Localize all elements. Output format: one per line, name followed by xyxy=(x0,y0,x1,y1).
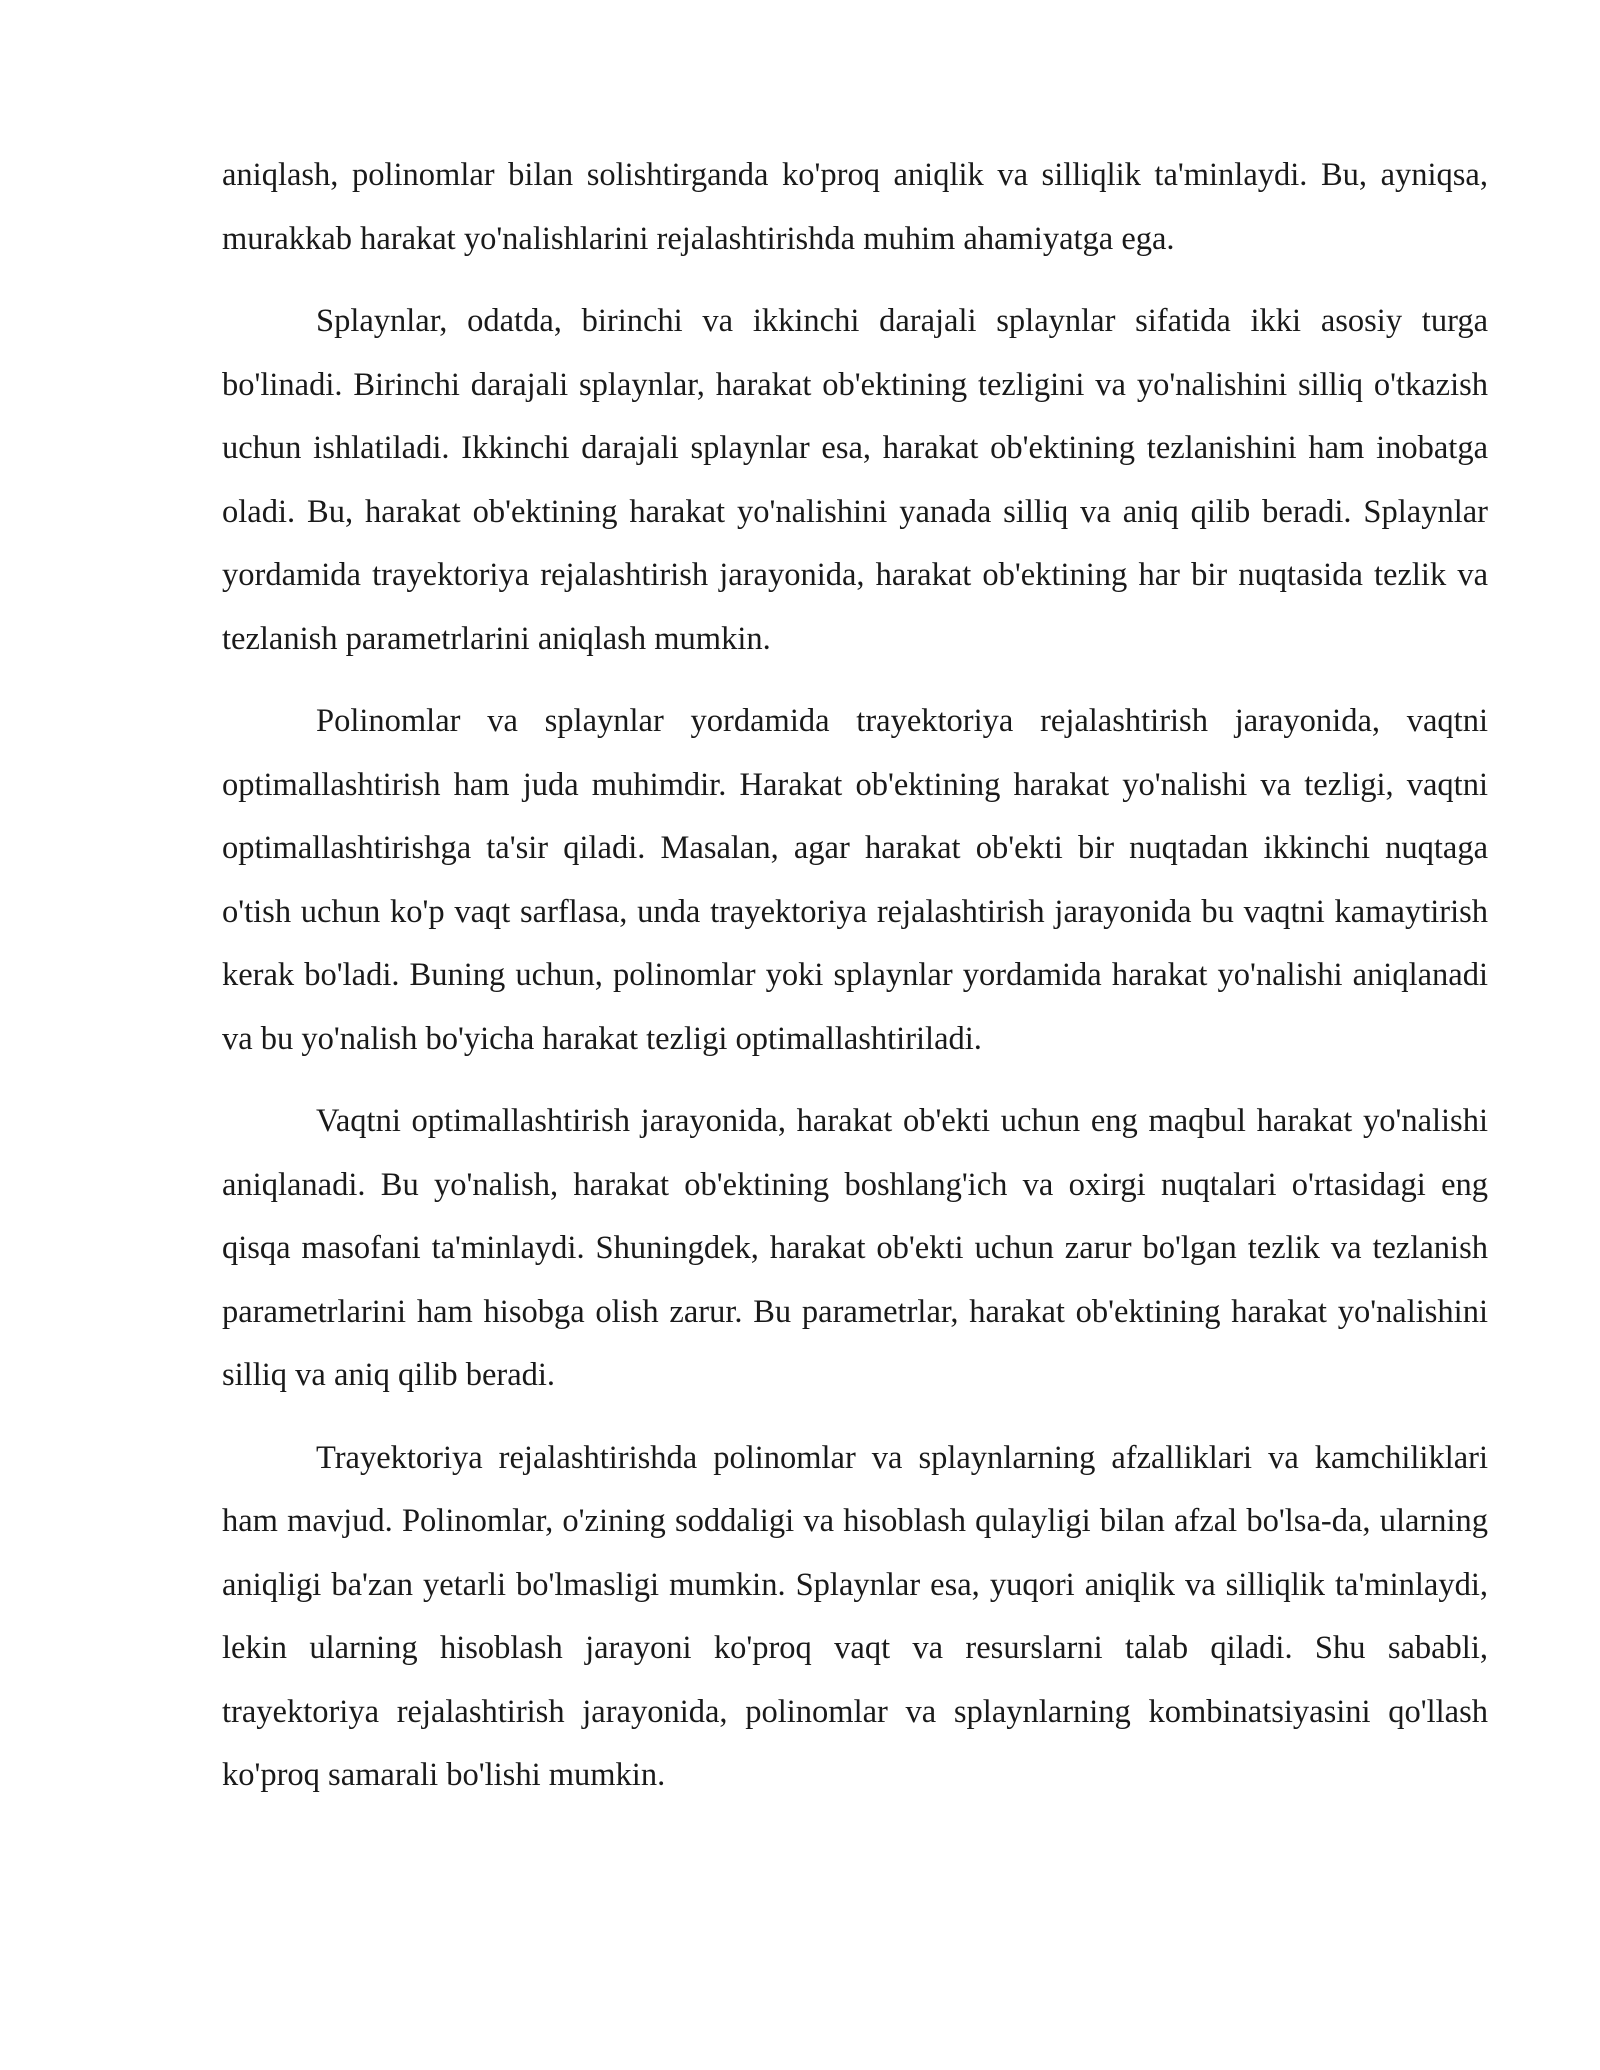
paragraph-2: Splaynlar, odatda, birinchi va ikkinchi darajali splaynlar sifatida ikki asosiy turga bo'linadi. Birinchi darajali splaynlar, harakat ob'ektining tezligini va yo'nalishini silliq o'tkazish uchun ishlatiladi. Ikkinchi darajali splaynlar esa, harakat ob'ektining tezlanishini ham inobatga oladi. Bu, harakat ob'ektining harakat yo'nalishini yanada silliq va aniq qilib beradi. Splaynlar yordamida trayektoriya rejalashtirish jarayonida, harakat ob'ektining har bir nuqtasida tezlik va tezlanish parametrlarini aniqlash mumkin. xyxy=(222,303,1488,657)
paragraph-4: Vaqtni optimallashtirish jarayonida, harakat ob'ekti uchun eng maqbul harakat yo'nalishi aniqlanadi. Bu yo'nalish, harakat ob'ektining boshlang'ich va oxirgi nuqtalari o'rtasidagi eng qisqa masofani ta'minlaydi. Shuningdek, harakat ob'ekti uchun zarur bo'lgan tezlik va tezlanish parametrlarini ham hisobga olish zarur. Bu parametrlar, harakat ob'ektining harakat yo'nalishini silliq va aniq qilib beradi. xyxy=(222,1103,1488,1393)
paragraph-5: Trayektoriya rejalashtirishda polinomlar va splaynlarning afzalliklari va kamchiliklari ham mavjud. Polinomlar, o'zining soddaligi va hisoblash qulayligi bilan afzal bo'lsa-da, ularning aniqligi ba'zan yetarli bo'lmasligi mumkin. Splaynlar esa, yuqori aniqlik va silliqlik ta'minlaydi, lekin ularning hisoblash jarayoni ko'proq vaqt va resurslarni talab qiladi. Shu sababli, trayektoriya rejalashtirish jarayonida, polinomlar va splaynlarning kombinatsiyasini qo'llash ko'proq samarali bo'lishi mumkin. xyxy=(222,1439,1488,1793)
paragraph-1: aniqlash, polinomlar bilan solishtirganda ko'proq aniqlik va silliqlik ta'minlaydi. Bu, ayniqsa, murakkab harakat yo'nalishlarini rejalashtirishda muhim ahamiyatga ega. xyxy=(222,157,1488,257)
paragraph-3: Polinomlar va splaynlar yordamida trayektoriya rejalashtirish jarayonida, vaqtni optimallashtirish ham juda muhimdir. Harakat ob'ektining harakat yo'nalishi va tezligi, vaqtni optimallashtirishga ta'sir qiladi. Masalan, agar harakat ob'ekti bir nuqtadan ikkinchi nuqtaga o'tish uchun ko'p vaqt sarflasa, unda trayektoriya rejalashtirish jarayonida bu vaqtni kamaytirish kerak bo'ladi. Buning uchun, polinomlar yoki splaynlar yordamida harakat yo'nalishi aniqlanadi va bu yo'nalish bo'yicha harakat tezligi optimallashtiriladi. xyxy=(222,703,1488,1057)
document-body xyxy=(222,144,1488,1827)
